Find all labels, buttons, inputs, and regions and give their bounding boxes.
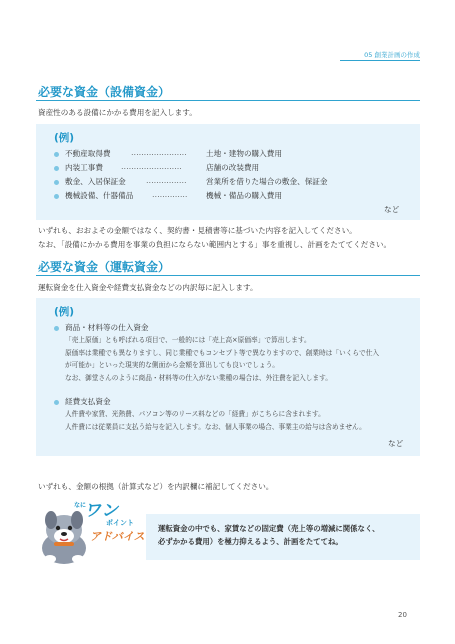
badge-point: ポイント [106,519,134,527]
badge-advice: アドバイス [90,530,145,543]
section1-example-label: (例) [54,132,75,144]
leader-dots: ‥‥‥‥‥‥‥‥‥‥‥‥ [121,162,182,171]
bullet-icon [54,166,59,171]
item-value: 機械・備品の購入費用 [206,191,282,200]
bullet-icon [54,400,59,405]
item1-detail: 「売上原価」とも呼ばれる項目で、一般的には「売上高×原価率」で算出します。 原価率は業種でも異なりますし、同じ業種でもコンセプト等で異なりますので、創業時は「いくらで仕入 が可能か」といった現実的な側面から金額を算出しても良いでしょう。 なお、御堂さんのように商品・材料等の仕入がない業種の場合は、外注費を記入します。 [65,336,380,382]
list-item: 内装工事費 [54,162,103,173]
section2-rule [36,275,420,276]
advice-badge [34,496,154,571]
badge-one: ワン [84,501,118,521]
section2-title: 必要な資金（運転資金） [38,260,171,274]
item-value: 土地・建物の購入費用 [206,149,282,158]
section1-note2: なお、「設備にかかる費用を事業の負担にならない範囲内とする」事を重視し、計画をたててください。 [38,240,392,249]
bullet-icon [54,326,59,331]
list-item: 商品・材料等の仕入資金 [54,322,149,333]
advice-text: 運転資金の中でも、家賃などの固定費（売上等の増減に関係なく、 必ずかかる費用）を極力抑えるよう、計画をたててね。 [158,524,380,546]
bullet-icon [54,180,59,185]
section1-note1: いずれも、おおよその金額ではなく、契約書・見積書等に基づいた内容を記入してください。 [38,226,357,235]
chapter-header: 05 創業計画の作成 [364,51,420,59]
section1-title: 必要な資金（設備資金） [38,85,171,99]
section2-example-label: (例) [54,306,75,318]
item2-detail: 人件費や家賃、光熱費、パソコン等のリース料などの「経費」がこちらに含まれます。 人件費には従業員に支払う給与を記入します。なお、個人事業の場合、事業主の給与は含めません。 [65,410,366,431]
list-item: 不動産取得費 [54,148,111,159]
section1-description: 資産性のある設備にかかる費用を記入します。 [38,108,197,117]
bullet-icon [54,152,59,157]
list-item: 敷金、入居保証金 [54,176,126,187]
badge-nani: なに [74,502,87,509]
leader-dots: ‥‥‥‥‥‥‥‥‥‥‥ [131,148,187,157]
section2-note: いずれも、金額の根拠（計算式など）を内訳欄に補記してください。 [38,482,274,491]
page-number: 20 [398,611,407,619]
section2-example-box [36,298,420,456]
etc-label: など [388,439,404,448]
section1-example-box [36,124,420,220]
header-divider [340,60,420,61]
list-item: 経費支払資金 [54,396,111,407]
etc-label: など [384,205,400,214]
leader-dots: ‥‥‥‥‥‥‥‥ [146,176,187,185]
bullet-icon [54,194,59,199]
list-item: 機械設備、什器備品 [54,190,133,201]
leader-dots: ‥‥‥‥‥‥‥ [152,190,188,199]
section2-description: 運転資金を仕入資金や経費支払資金などの内訳毎に記入します。 [38,283,258,292]
item-value: 営業所を借りた場合の敷金、保証金 [206,177,328,186]
item-value: 店舗の改装費用 [206,163,260,172]
section1-rule [36,100,420,101]
